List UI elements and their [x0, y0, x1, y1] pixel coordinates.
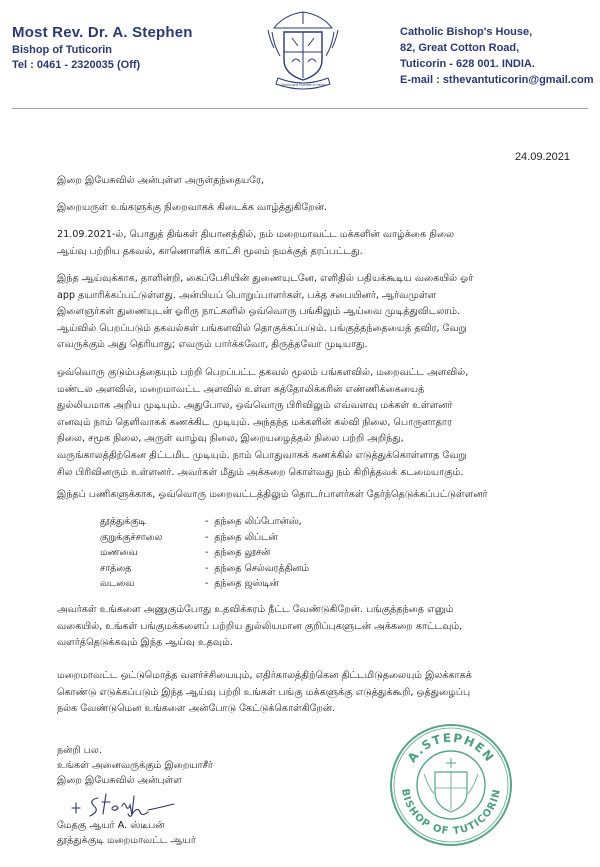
coordinator-place: சாத்தை	[100, 562, 132, 574]
coordinator-name-cell	[205, 578, 365, 594]
closing-block	[57, 743, 213, 788]
letterhead-address	[400, 24, 593, 88]
address-line: 82, Great Cotton Road,	[400, 42, 520, 54]
table-row	[100, 516, 365, 532]
line: இளைஞர்கள் துணையுடன் ஓரிரு நாட்களில் ஒவ்வொரு பங்கிலும் ஆய்வை முடித்துவிடலாம்.	[57, 306, 461, 318]
paragraph-6	[57, 668, 577, 718]
bishop-title: Bishop of Tuticorin	[12, 44, 113, 56]
coordinator-dash: -	[205, 562, 209, 574]
paragraph-1	[57, 227, 577, 260]
coordinator-name-cell	[205, 547, 365, 563]
bishop-seal-stamp	[388, 722, 514, 848]
coordinators-table	[100, 516, 365, 594]
table-row	[100, 578, 365, 594]
table-row	[100, 547, 365, 563]
closing-line: நன்றி பல.	[57, 745, 102, 756]
line: இந்தப் பணிகளுக்காக, ஒவ்வொரு மறைவட்டத்திலும் தொடர்பாளர்கள் தேர்ந்தெடுக்கப்பட்டுள்ளனர்	[57, 489, 488, 500]
line: மண்டல அளவில், மறைமாவட்ட அளவில் உள்ள கத்தோலிக்கரின் எண்ணிக்கையைத்	[57, 383, 425, 395]
coordinator-name: தந்தை லிப்போன்ஸ்,	[214, 516, 302, 527]
coordinator-dash: -	[205, 547, 209, 559]
coordinator-name: தந்தை லிப்டன்	[214, 531, 278, 543]
email-line: E-mail : sthevantuticorin@gmail.com	[400, 74, 594, 86]
greeting: இறையருள் உங்களுக்கு நிறைவாகக் கிடைக்க வாழ்த்துகிறேன்.	[57, 202, 328, 213]
coordinator-place: வடவை	[100, 578, 135, 590]
seal-bottom-text: BISHOP OF TUTICORIN	[399, 787, 503, 838]
coordinator-place: குறுக்குச்சாலை	[100, 531, 163, 543]
coordinator-place: தூத்துக்குடி	[100, 516, 146, 527]
line: வளர்த்தெடுக்கவும் இந்த ஆய்வு உதவும்.	[57, 637, 233, 649]
closing-line: இறை இயேசுவில் அன்புள்ள	[57, 775, 182, 786]
coordinator-dash: -	[205, 578, 209, 590]
paragraph-2	[57, 271, 577, 354]
seal-top-text: A.STEPHEN	[404, 730, 498, 766]
coordinator-name-cell	[205, 532, 365, 548]
paragraph-5	[57, 602, 577, 652]
handwritten-signature	[68, 788, 178, 818]
signatory-title: தூத்துக்குடி மறைமாவட்ட ஆயர்	[57, 835, 196, 846]
paragraph-3	[57, 365, 577, 481]
line: அவர்கள் உங்களை அணுகும்போது உதவிக்கரம் நீட்ட வேண்டுகிறேன். பங்குத்தந்தை எனும்	[57, 604, 454, 615]
coordinator-name: தந்தை லூசன்	[214, 547, 271, 559]
coordinator-name: தந்தை செல்வரத்தினம்	[214, 562, 309, 574]
line: இந்த ஆய்வுக்காக, தாளின்றி, கைப்பேசியின் துணையுடனே, எளிதில் பதியக்கூடிய வகையில் ஓர்	[57, 273, 474, 284]
address-line: Tuticorin - 628 001. INDIA.	[400, 58, 535, 70]
signatory-name: மேதகு ஆயர் A. ஸ்டீபன்	[57, 820, 165, 831]
line: வருங்காலத்திற்கென திட்டமிட முடியும். நாம் பொதுவாகக் கணக்கில் எடுத்துக்கொள்ளாத வேறு	[57, 449, 467, 461]
coordinator-name-cell	[205, 563, 365, 579]
letterhead-left	[12, 24, 193, 71]
coordinator-name: தந்தை ஜஸ்டின்	[214, 578, 279, 590]
line: எனவும் நாம் தெளிவாகக் கணக்கிட முடியும். அந்தந்த மக்களின் கல்வி நிலை, பொருளாதார	[57, 416, 452, 428]
coordinator-dash: -	[205, 531, 209, 543]
telephone: Tel : 0461 - 2320035 (Off)	[12, 59, 141, 71]
line: நிலை, சமூக நிலை, அருள் வாழ்வு நிலை, இறையழைத்தல் நிலை பற்றி அறிந்து,	[57, 433, 404, 445]
paragraph-4	[57, 487, 577, 504]
line: நல்க வேண்டுமென உங்களை அன்போடு கேட்டுக்கொள்கிறேன்.	[57, 703, 336, 715]
episcopal-crest-logo	[262, 10, 344, 96]
coordinator-name-cell	[205, 516, 365, 532]
crest-motto: Gentle and Humble in Heart	[280, 83, 326, 87]
header-divider	[12, 108, 588, 109]
line: மறைமாவட்ட ஒட்டுமொத்த வளர்ச்சியையும், எதிர்காலத்திற்கென திட்டமிடுதலையும் இலக்காகக்	[57, 670, 472, 681]
bishop-name: Most Rev. Dr. A. Stephen	[12, 24, 193, 41]
table-row	[100, 532, 365, 548]
signature-block	[57, 818, 196, 848]
coordinator-dash: -	[205, 516, 209, 527]
line: துல்லியமாக அறிய முடியும். அதுபோல, ஒவ்வொரு பிரிவிலும் எவ்வளவு மக்கள் உள்ளனர்	[57, 400, 453, 412]
letter-date: 24.09.2021	[514, 151, 570, 163]
closing-line: உங்கள் அனைவருக்கும் இறையாசீர்	[57, 760, 213, 771]
address-line: Catholic Bishop's House,	[400, 26, 533, 38]
line: ஆய்வு பற்றிய தகவல், காணொளிக் காட்சி மூலம் நமக்குத் தரப்பட்டது.	[57, 245, 363, 257]
line: app தயாரிக்கப்பட்டுள்ளது. அன்பியப் பொறுப்பாளர்கள், பக்த சபையினர், ஆர்வமுள்ள	[57, 289, 437, 301]
line: சில பிரிவினரும் உள்ளனர். அவர்கள் மீதும் அக்கறை கொள்வது நம் கிறித்தவக் கடமையாகும்.	[57, 466, 464, 478]
line: ஆய்வில் பெறப்படும் தகவல்கள் பங்களவில் தொகுக்கப்படும். பங்குத்தந்தையைத் தவிர, வேறு	[57, 322, 467, 334]
line: எவருக்கும் அது தெரியாது; எவரும் பார்க்கவோ, திருத்தவோ முடியாது.	[57, 339, 368, 351]
table-row	[100, 563, 365, 579]
line: ஒவ்வொரு குடும்பத்தையும் பற்றி பெறப்பட்ட தகவல் மூலம் பங்களவில், மறைவட்ட அளவில்,	[57, 367, 469, 378]
salutation: இறை இயேசுவில் அன்புள்ள அருள்தந்தையரே,	[57, 175, 264, 186]
line: வகையில், உங்கள் பங்குமக்களைப் பற்றிய துல்லியமான குறிப்புகளுடன் அக்கறை காட்டவும்,	[57, 620, 463, 632]
coordinator-place: மணவை	[100, 547, 138, 559]
line: 21.09.2021-ல், பொதுத் திங்கள் தியானத்தில், நம் மறைமாவட்ட மக்களின் வாழ்க்கை நிலை	[57, 229, 455, 240]
line: கொண்டு எடுக்கப்படும் இந்த ஆய்வு பற்றி உங்கள் பங்கு மக்களுக்கு எடுத்துக்கூறி, ஒத்துழைப்பு	[57, 686, 471, 698]
